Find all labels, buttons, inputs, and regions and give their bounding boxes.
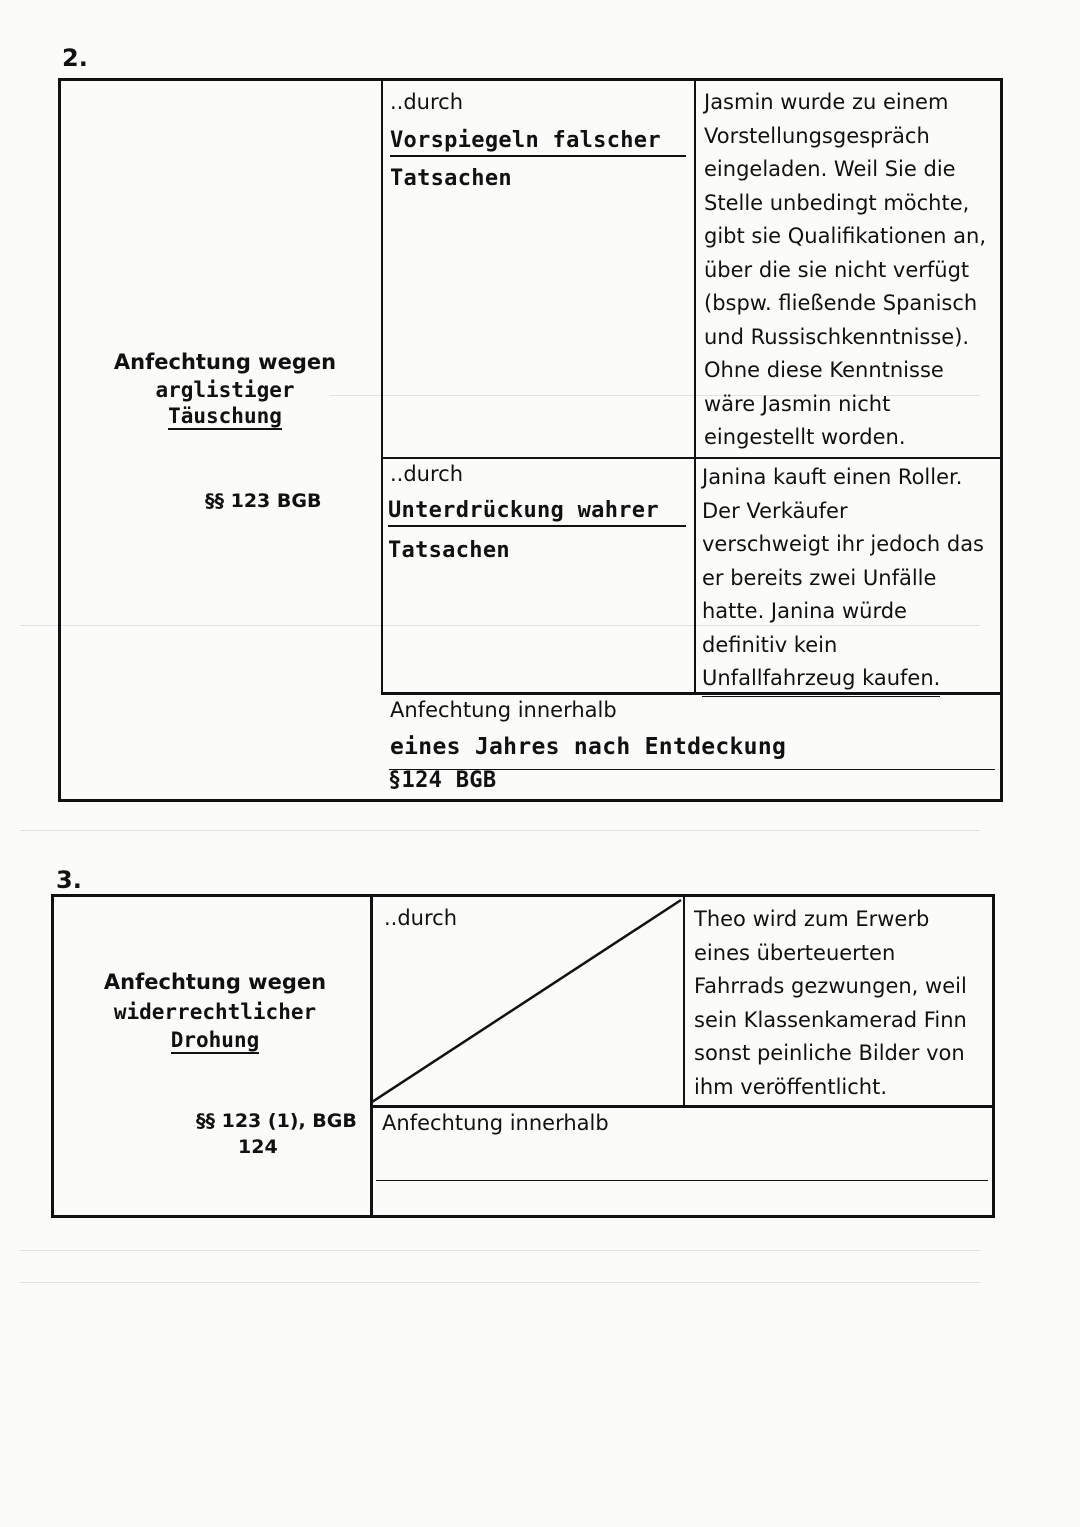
section-3-title (70, 970, 360, 1054)
example-line: Theo wird zum Erwerb (694, 907, 930, 931)
section-3-title-line2: widerrechtlicher (113, 1000, 317, 1024)
example-line: wäre Jasmin nicht (704, 391, 891, 416)
example-line: Fahrrads gezwungen, weil (694, 974, 967, 998)
example-line: Vorstellungsgespräch (704, 123, 930, 148)
example-line: hatte. Janina würde (702, 599, 907, 623)
example-line: eingeladen. Weil Sie die (704, 157, 956, 181)
section-2-row2-prefix: ..durch (390, 462, 464, 486)
section-3-row1-prefix: ..durch (384, 906, 458, 930)
section-2-title-line3: Täuschung (168, 404, 282, 428)
section-2-title-line2: arglistiger (155, 378, 295, 402)
example-line: gibt sie Qualifikationen an, (704, 224, 987, 248)
example-line: Janina kauft einen Roller. (702, 465, 963, 489)
section-2-deadline-line1: Anfechtung innerhalb (390, 698, 617, 722)
section-3-number: 3. (56, 866, 82, 894)
example-line: Unfallfahrzeug kaufen. (702, 662, 940, 697)
example-line: er bereits zwei Unfälle (702, 565, 937, 590)
section-3-title-line3: Drohung (170, 1028, 260, 1052)
example-line: definitiv kein (702, 632, 838, 657)
section-2-number: 2. (62, 44, 88, 72)
section-2-row1-prefix: ..durch (390, 90, 464, 114)
section-2-row2-term-line2: Tatsachen (388, 538, 510, 563)
section-3-deadline-line1: Anfechtung innerhalb (382, 1111, 609, 1135)
example-line: und Russischkenntnisse). (704, 324, 970, 349)
example-line: Ohne diese Kenntnisse (704, 358, 944, 382)
section-3-row1-example (694, 903, 990, 1104)
example-line: über die sie nicht verfügt (704, 257, 970, 282)
section-2-row1-example (704, 86, 1000, 455)
example-line: Stelle unbedingt möchte, (704, 190, 970, 215)
section-2-row1-term-line1: Vorspiegeln falscher (390, 128, 686, 157)
section-3-law-line1: §§ 123 (1), BGB (196, 1110, 357, 1132)
example-line: (bspw. fließende Spanisch (704, 291, 978, 315)
section-2-title-line1: Anfechtung wegen (113, 350, 337, 374)
section-2-row1-term-line2: Tatsachen (390, 166, 512, 191)
example-line: eines überteuerten (694, 940, 896, 965)
example-line: ihm veröffentlicht. (694, 1074, 888, 1099)
section-2-deadline-line2: eines Jahres nach Entdeckung (390, 734, 787, 760)
section-2-row2-term-line1: Unterdrückung wahrer (388, 498, 686, 527)
section-2-deadline-line3: §124 BGB (388, 768, 497, 793)
example-line: sonst peinliche Bilder von (694, 1041, 965, 1065)
example-line: eingestellt worden. (704, 425, 906, 449)
example-line: Jasmin wurde zu einem (704, 90, 949, 114)
example-line: verschweigt ihr jedoch das (702, 532, 985, 556)
section-3-title-line1: Anfechtung wegen (103, 970, 327, 994)
section-3-law-line2: 124 (238, 1136, 278, 1158)
section-2-row2-example (702, 461, 1000, 697)
example-line: Der Verkäufer (702, 498, 848, 523)
example-line: sein Klassenkamerad Finn (694, 1007, 967, 1032)
section-2-title (80, 350, 370, 430)
section-2-law: §§ 123 BGB (205, 490, 322, 512)
